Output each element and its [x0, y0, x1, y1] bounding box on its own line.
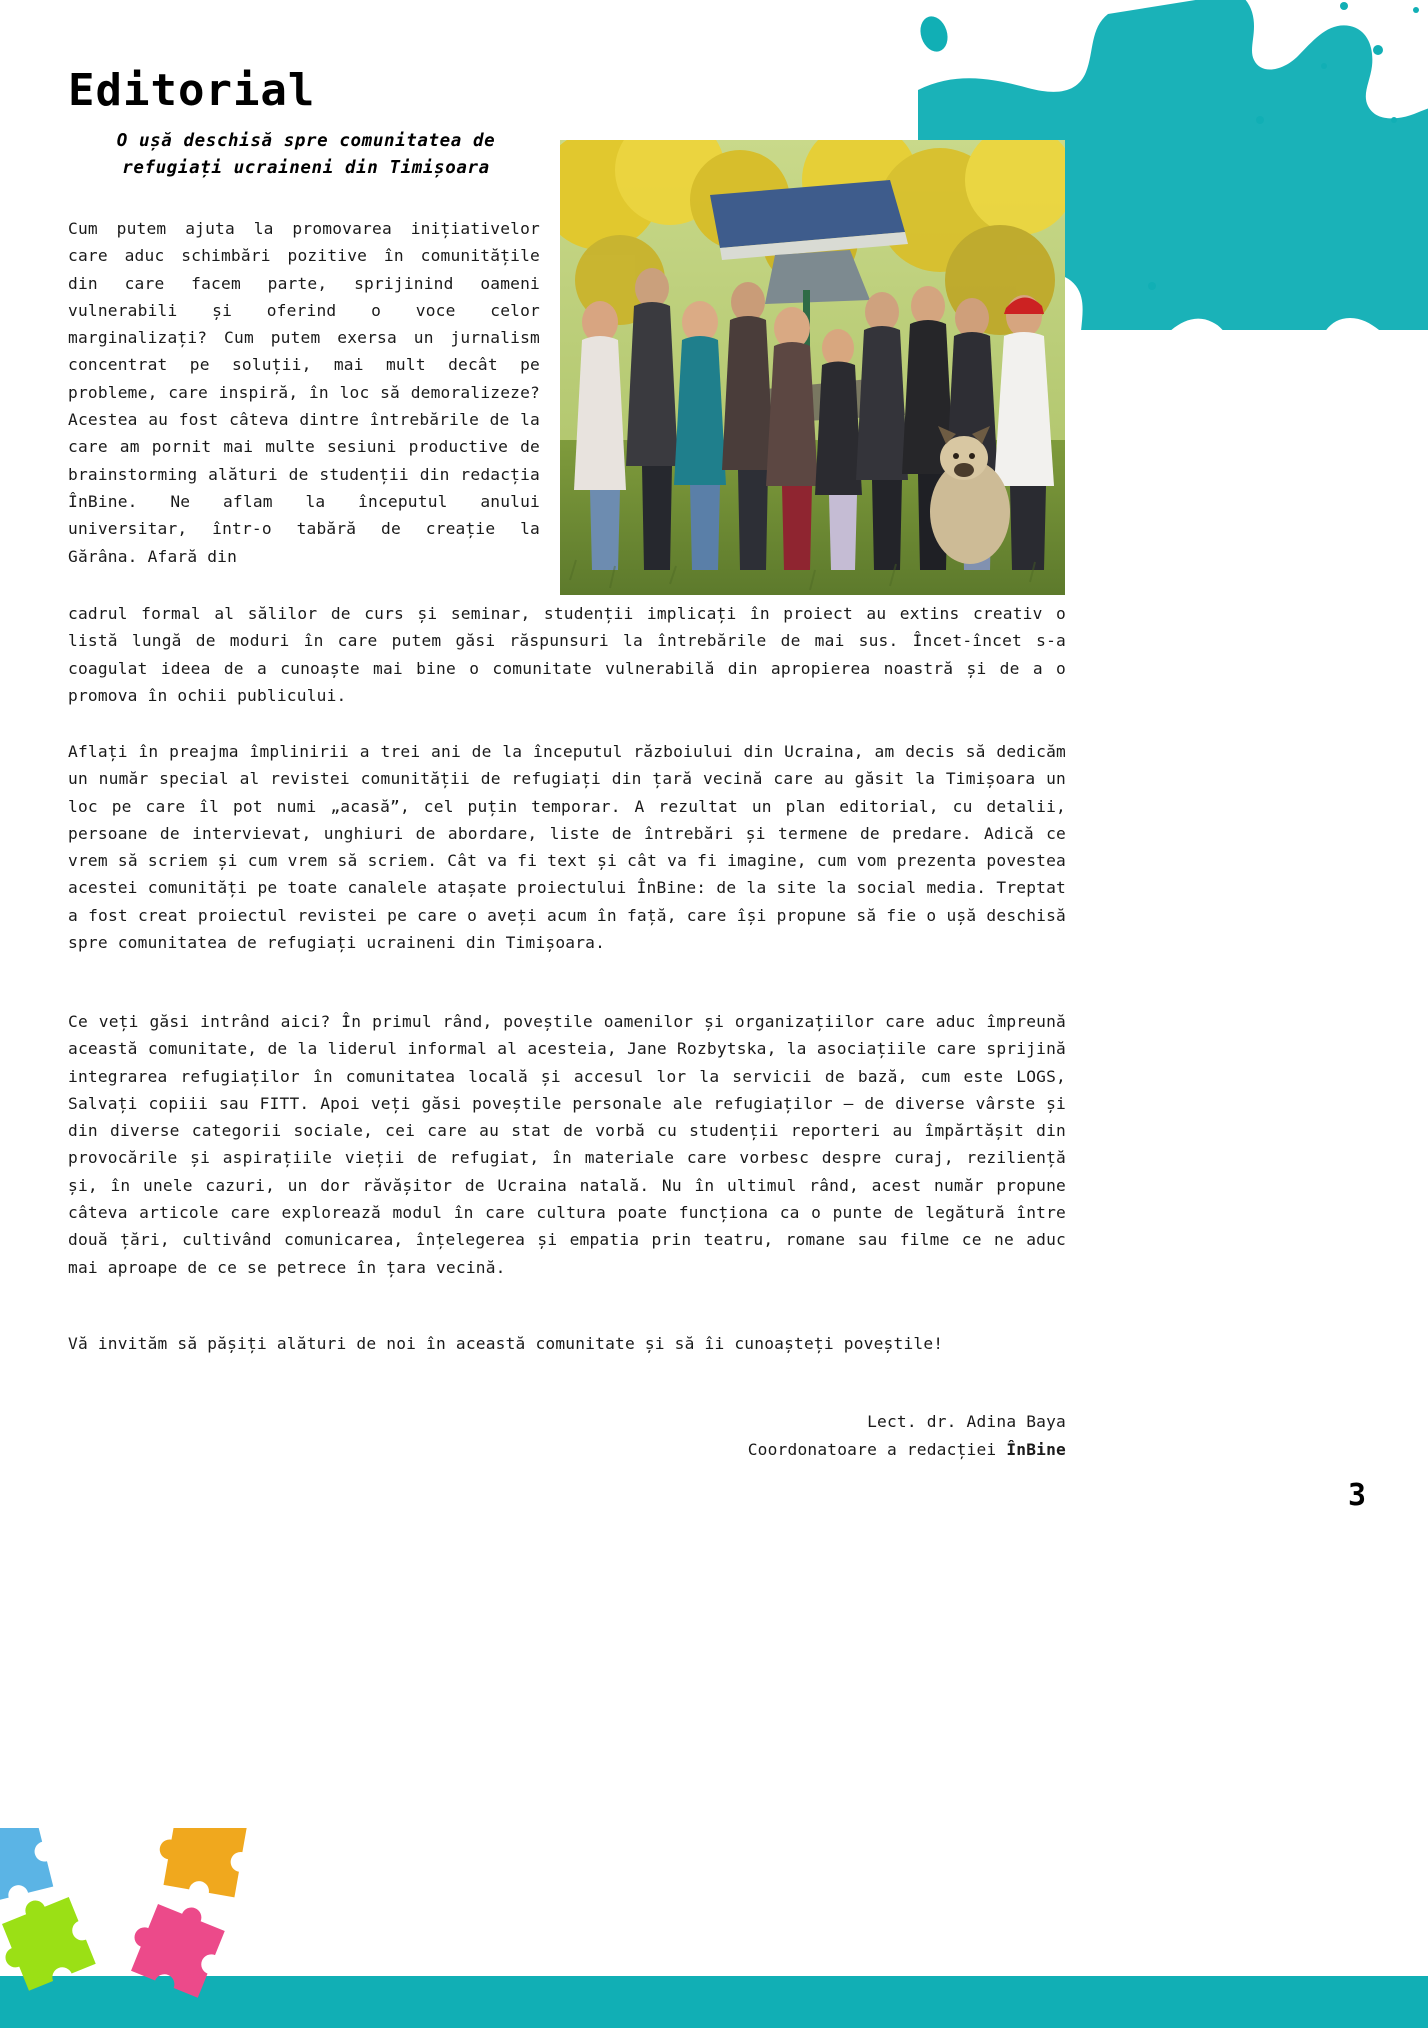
- puzzle-piece-green: [0, 1888, 96, 1995]
- paragraph-fourth: Vă invităm să pășiți alături de noi în această comunitate și să îi cunoașteți poveștile!: [68, 1334, 944, 1353]
- signature-role-text: Coordonatoare a redacției: [747, 1439, 1007, 1459]
- paragraph-third: Ce veți găsi intrând aici? În primul rând, poveștile oamenilor și organizațiilor care aduc împreună această comunitate, de la liderul informal al acesteia, Jane Rozbytska, la asociațiile care sprijină integrarea refugiaților în comunitatea locală și accesul lor la servicii de bază, cum este LOGS, Salvați copiii sau FITT. Apoi veți găsi poveștile personale ale refugiaților – de diverse vârste și din diverse categorii sociale, cei care au stat de vorbă cu studenții reporteri au împărtășit din provocările și aspirațiile vieții de refugiat, în materiale care vorbesc despre curaj, reziliență și, în unele cazuri, un dor răvășitor de Ucraina natală. Nu în ultimul rând, acest număr propune câteva articole care explorează modul în care cultura poate funcționa ca o punte de legătură între două țări, cultivând comunicarea, înțelegerea și empatia prin teatru, romane sau filme ce ne aduc mai aproape de ce se petrece în țara vecină.: [68, 1012, 1076, 1277]
- article-subtitle: O ușă deschisă spre comunitatea de refugiați ucraineni din Timișoara: [116, 131, 496, 179]
- page-number: 3: [1347, 1478, 1366, 1513]
- paragraph-second: Aflați în preajma împlinirii a trei ani de la începutul războiului din Ucraina, am decis să dedicăm un număr special al revistei comunității de refugiați din țară vecină care au găsit la Timișoara un loc pe care îl pot numi „acasă”, cel puțin temporar. A rezultat un plan editorial, cu detalii, persoane de intervievat, unghiuri de abordare, liste de întrebări și termene de predare. Adică ce vrem să scriem și cum vrem să scriem. Cât va fi text și cât va fi imagine, cum vom prezenta povestea acestei comunități pe toate canalele atașate proiectului ÎnBine: de la site la social media. Treptat a fost creat proiectul revistei pe care o aveți acum în față, care își propune să fie o ușă deschisă spre comunitatea de refugiați ucraineni din Timișoara.: [68, 742, 1076, 953]
- puzzle-pieces-decoration: [0, 1828, 310, 2028]
- signature-role: [560, 1436, 1066, 1464]
- paragraph-intro-column: Cum putem ajuta la promovarea inițiativelor care aduc schimbări pozitive în comunitățile din care facem parte, sprijinind oameni vulnerabili și oferind o voce celor marginalizați? Cum putem exersa un jurnalism concentrat pe soluții, mai mult decât pe probleme, care inspiră, în loc să demoralizeze? Acestea au fost câteva dintre întrebările de la care am pornit mai multe sesiuni productive de brainstorming alături de studenții din redacția ÎnBine. Ne aflam la începutul anului universitar, într-o tabără de creație la Gărâna. Afară din: [68, 219, 550, 566]
- signature-brand: ÎnBine: [1006, 1439, 1066, 1459]
- page-title: Editorial: [68, 65, 316, 117]
- bottom-teal-bar-decoration: [0, 1976, 1428, 2028]
- hero-photo-group-students: [560, 140, 1065, 595]
- signature-author: Lect. dr. Adina Baya: [867, 1412, 1066, 1431]
- puzzle-piece-orange: [154, 1828, 249, 1897]
- puzzle-piece-pink: [122, 1891, 229, 1998]
- puzzle-piece-blue: [0, 1828, 53, 1906]
- signature-block: [560, 1408, 1066, 1463]
- paragraph-intro-continuation: cadrul formal al sălilor de curs și seminar, studenții implicați în proiect au extins creativ o listă lungă de moduri în care putem găsi răspunsuri la întrebările de mai sus. Încet-încet s-a coagulat ideea de a cunoaște mai bine o comunitate vulnerabilă din apropierea noastră și de a o promova în ochii publicului.: [68, 604, 1076, 705]
